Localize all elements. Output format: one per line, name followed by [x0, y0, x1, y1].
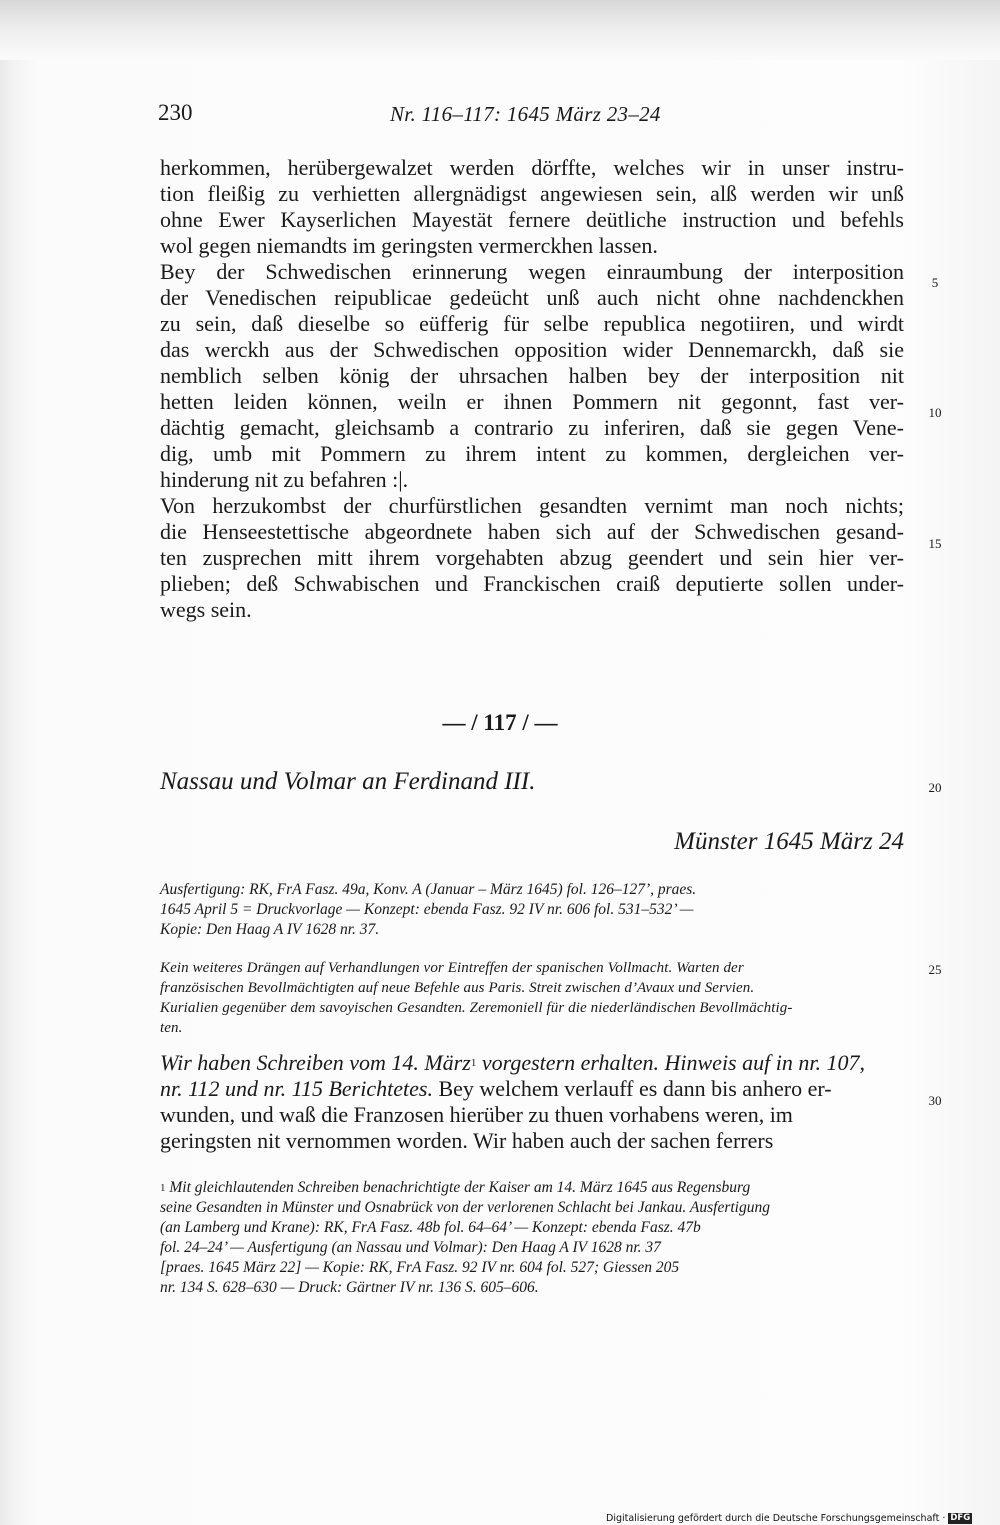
document-number: — / 117 / —: [442, 710, 558, 735]
body-line: plieben; deß Schwabischen und Franckischen craiß deputierte sollen under-: [160, 571, 904, 596]
funding-credit: [606, 1512, 1000, 1525]
intro-text: Bey welchem verlauff es dann bis anhero er-: [432, 1076, 832, 1101]
footnote-line: nr. 134 S. 628–630 — Druck: Gärtner IV nr. 136 S. 605–606.: [160, 1279, 539, 1296]
line-number-30: 30: [928, 1093, 942, 1108]
dfg-logo: DFG: [950, 1513, 971, 1523]
summary-line: französischen Bevollmächtigten auf neue Befehle aus Paris. Streit zwischen d’Avaux und Servien.: [160, 980, 755, 996]
body-line: der Venedischen reipublicae gedeücht unß auch nicht ohne nachdenckhen: [160, 285, 904, 310]
page-number: 230: [158, 100, 193, 125]
body-line: Von herzukombst der churfürstlichen gesandten vernimt man noch nichts;: [160, 493, 904, 518]
body-line: dächtig gemacht, gleichsamb a contrario zu inferiren, daß sie gegen Vene-: [160, 415, 904, 440]
intro-line: wunden, und waß die Franzosen hierüber zu thuen vorhabens weren, im: [160, 1102, 793, 1127]
intro-text: Wir haben Schreiben vom 14. März: [160, 1050, 471, 1075]
intro-line: geringsten nit vernommen worden. Wir haben auch der sachen ferrers: [160, 1128, 774, 1153]
running-head: Nr. 116–117: 1645 März 23–24: [390, 102, 661, 126]
footnote-line: [160, 1178, 906, 1198]
body-line: tion fleißig zu verhietten allergnädigst angewiesen sein, alß werden wir unß: [160, 181, 904, 206]
body-line: hetten leiden können, weiln er ihnen Pommern nit gegonnt, fast ver-: [160, 389, 904, 414]
body-line: hinderung nit zu befahren :|.: [160, 467, 409, 492]
body-line: herkommen, herübergewalzet werden dörffte, welches wir in unser instru-: [160, 155, 904, 180]
body-line: wol gegen niemandts im geringsten vermerckhen lassen.: [160, 233, 658, 258]
line-number-10: 10: [928, 405, 942, 420]
scan-shadow-top: [0, 0, 1000, 60]
body-line: ohne Ewer Kayserlichen Mayestät fernere deütliche instruction und befehls: [160, 207, 904, 232]
footnote-line: [praes. 1645 März 22] — Kopie: RK, FrA Fasz. 92 IV nr. 604 fol. 527; Giessen 205: [160, 1259, 680, 1276]
line-number-25: 25: [928, 962, 942, 977]
line-number-15: 15: [928, 536, 942, 551]
summary-line: Kein weiteres Drängen auf Verhandlungen vor Eintreffen der spanischen Vollmacht. Warten der: [160, 960, 744, 976]
body-line: wegs sein.: [160, 597, 252, 622]
intro-text: vorgestern erhalten. Hinweis auf in nr. 107,: [476, 1050, 865, 1075]
page-header: [158, 100, 906, 134]
footnote-line: fol. 24–24’ — Ausfertigung (an Nassau und Volmar): Den Haag A IV 1628 nr. 37: [160, 1239, 661, 1256]
body-line: das werckh aus der Schwedischen opposition wider Dennemarckh, daß sie: [160, 337, 904, 362]
summary-line: Kurialien gegenüber dem savoyischen Gesandten. Zeremoniell für die niederländischen Bevollmächtig-: [160, 1000, 793, 1016]
line-number-5: 5: [931, 275, 939, 290]
body-line: nemblich selben könig der uhrsachen halben bey der interposition nit: [160, 363, 904, 388]
body-line: die Henseestettische abgeordnete haben sich auf der Schwedischen gesand-: [160, 519, 904, 544]
footnote-text: Mit gleichlautenden Schreiben benachrichtigte der Kaiser am 14. März 1645 aus Regensburg: [169, 1179, 751, 1196]
intro-line: [160, 1050, 906, 1076]
summary-line: ten.: [160, 1020, 183, 1036]
footnote-line: (an Lamberg und Krane): RK, FrA Fasz. 48b fol. 64–64’ — Konzept: ebenda Fasz. 47b: [160, 1219, 701, 1236]
funding-credit-text: Digitalisierung gefördert durch die Deutsche Forschungsgemeinschaft ·: [606, 1513, 946, 1524]
footnote-marker: 1: [160, 1182, 166, 1194]
footnote-reference[interactable]: 1: [470, 1057, 477, 1069]
sources-line: 1645 April 5 = Druckvorlage — Konzept: ebenda Fasz. 92 IV nr. 606 fol. 531–532’ —: [160, 901, 694, 918]
intro-text: nr. 112 und nr. 115 Berichtetes.: [160, 1076, 433, 1101]
sources-line: Kopie: Den Haag A IV 1628 nr. 37.: [160, 921, 380, 938]
sources-line: Ausfertigung: RK, FrA Fasz. 49a, Konv. A (Januar – März 1645) fol. 126–127’, praes.: [160, 881, 697, 898]
document-place-date: Münster 1645 März 24: [674, 828, 904, 855]
body-line: Bey der Schwedischen erinnerung wegen einraumbung der interposition: [160, 259, 904, 284]
footnote-line: seine Gesandten in Münster und Osnabrück von der verlorenen Schlacht bei Jankau. Ausfertigung: [160, 1199, 770, 1216]
document-title: Nassau und Volmar an Ferdinand III.: [160, 768, 536, 795]
intro-line: [160, 1076, 906, 1102]
body-line: dig, umb mit Pommern zu ihrem intent zu kommen, dergleichen ver-: [160, 441, 904, 466]
line-number-20: 20: [928, 780, 942, 795]
body-line: zu sein, daß dieselbe so eüfferig für selbe republica negotiiren, und wirdt: [160, 311, 904, 336]
body-line: ten zusprechen mitt ihrem vorgehabten abzug geendert und sein hier ver-: [160, 545, 904, 570]
